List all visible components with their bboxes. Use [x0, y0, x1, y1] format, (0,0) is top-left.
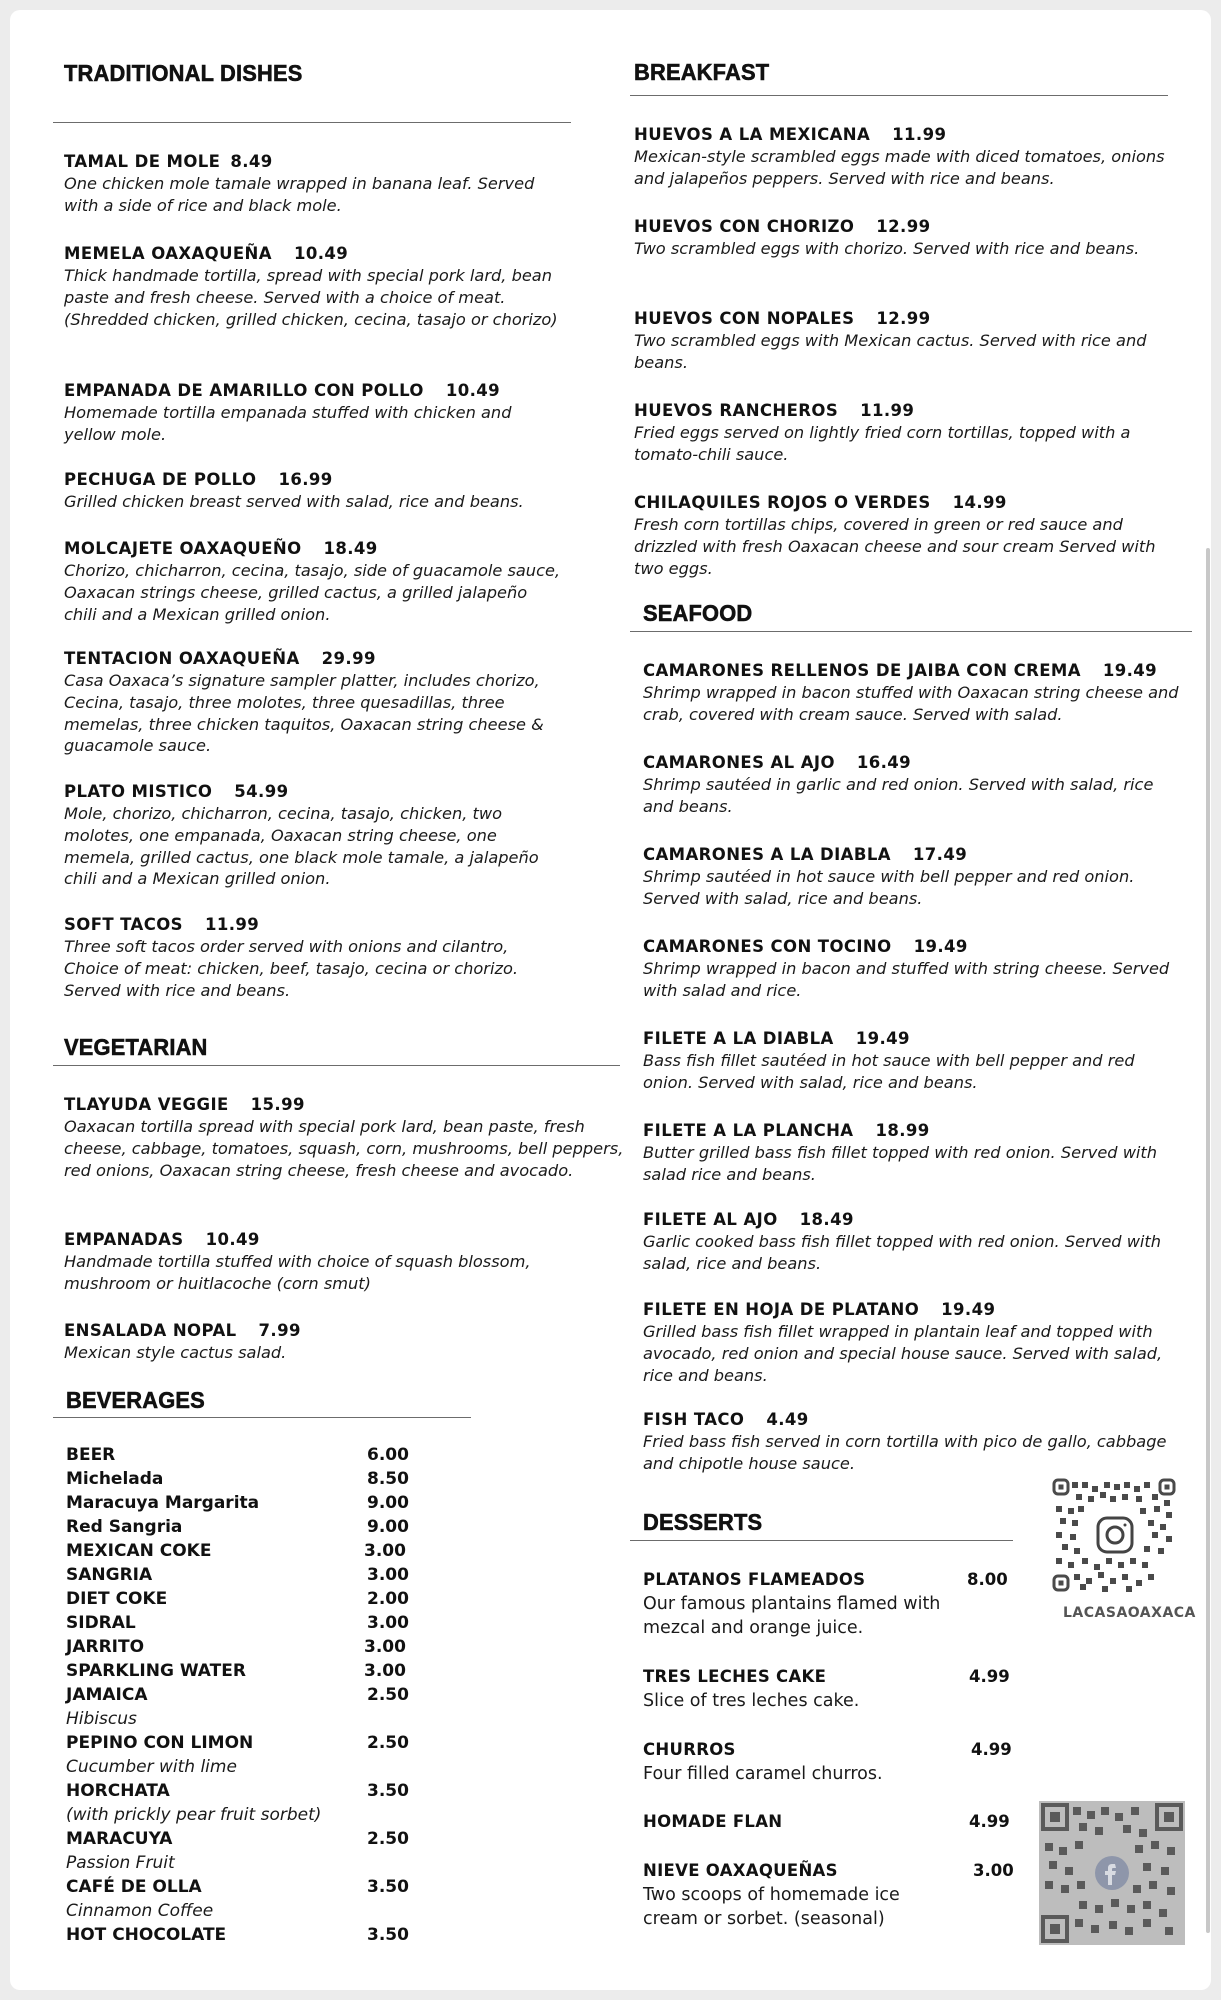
beverage-note: Passion Fruit: [66, 1853, 175, 1873]
beverage-name: PEPINO CON LIMON: [66, 1733, 254, 1753]
menu-item-huevos-con-chorizo: [634, 216, 1174, 260]
item-description: Chorizo, chicharron, cecina, tasajo, side of guacamole sauce, Oaxacan strings cheese, grilled cactus, a grilled jalapeño chili and a Mexican grilled onion.: [64, 561, 561, 624]
item-price: 10.49: [445, 381, 501, 400]
vegetarian-title: VEGETARIAN: [64, 1034, 208, 1060]
scrollbar[interactable]: [1206, 548, 1210, 1933]
seafood-rule: [630, 631, 1192, 632]
item-price: 18.49: [799, 1210, 854, 1229]
item-price: 4.49: [766, 1410, 809, 1429]
item-description: Butter grilled bass fish fillet topped with red onion. Served with salad rice and beans.: [643, 1143, 1158, 1184]
dessert-price: 8.00: [967, 1570, 1008, 1589]
item-name: HUEVOS CON NOPALES: [634, 309, 855, 328]
menu-item-ensalada-nopal: [64, 1320, 584, 1364]
item-price: 10.49: [205, 1230, 260, 1249]
item-name: CAMARONES RELLENOS DE JAIBA CON CREMA: [643, 661, 1081, 680]
menu-item-soft-tacos: [64, 914, 564, 1001]
item-description: Thick handmade tortilla, spread with special pork lard, bean paste and fresh cheese. Served with a choice of meat. (Shredded chicken, grilled chicken, cecina, tasajo or chorizo): [64, 266, 558, 329]
beverage-price: 3.50: [367, 1781, 409, 1801]
instagram-qr-code[interactable]: [1052, 1478, 1178, 1594]
item-description: Fried eggs served on lightly fried corn tortillas, topped with a tomato-chili sauce.: [634, 423, 1131, 464]
beverage-price: 2.50: [367, 1829, 409, 1849]
beverages-rule: [53, 1417, 471, 1418]
beverage-name: DIET COKE: [66, 1589, 168, 1609]
item-name: CAMARONES AL AJO: [643, 753, 835, 772]
item-price: 14.99: [952, 493, 1007, 512]
item-description: Casa Oaxaca’s signature sampler platter, includes chorizo, Cecina, tasajo, three molotes, three quesadillas, three memelas, three chicken taquitos, Oaxacan string cheese & guacamole sauce.: [64, 671, 544, 756]
beverage-note: Hibiscus: [66, 1709, 137, 1729]
beverage-price: 2.50: [367, 1685, 409, 1705]
menu-item-empanadas: [64, 1229, 584, 1295]
item-description: Garlic cooked bass fish fillet topped with red onion. Served with salad, rice and beans.: [643, 1232, 1162, 1273]
item-price: 11.99: [860, 401, 915, 420]
beverage-name: Red Sangria: [66, 1517, 183, 1537]
menu-item-chilaquiles: [634, 492, 1174, 579]
item-description: Homemade tortilla empanada stuffed with chicken and yellow mole.: [64, 403, 512, 444]
beverage-note: (with prickly pear fruit sorbet): [66, 1805, 322, 1825]
item-name: MEMELA OAXAQUEÑA: [64, 244, 272, 263]
item-description: Mole, chorizo, chicharron, cecina, tasajo, chicken, two molotes, one empanada, Oaxacan string cheese, one memela, grilled cactus, one black mole tamale, a jalapeño chili and a Mexican grilled onion.: [64, 804, 539, 889]
item-price: 10.49: [293, 244, 349, 263]
instagram-icon: [1098, 1518, 1132, 1552]
item-description: Two scrambled eggs with chorizo. Served with rice and beans.: [634, 239, 1140, 258]
item-description: Shrimp wrapped in bacon and stuffed with string cheese. Served with salad and rice.: [643, 959, 1170, 1000]
dessert-name: TRES LECHES CAKE: [643, 1667, 827, 1686]
menu-item-huevos-con-nopales: [634, 308, 1174, 374]
dessert-price: 4.99: [971, 1740, 1012, 1759]
item-price: 12.99: [876, 217, 931, 236]
beverage-price: 8.50: [367, 1469, 409, 1489]
item-price: 16.99: [278, 470, 333, 489]
item-name: TLAYUDA VEGGIE: [64, 1095, 229, 1114]
beverage-price: 3.50: [367, 1925, 409, 1945]
menu-item-camarones-con-tocino: [643, 936, 1188, 1002]
beverages-title: BEVERAGES: [66, 1387, 205, 1413]
item-name: FILETE A LA PLANCHA: [643, 1121, 854, 1140]
beverage-name: CAFÉ DE OLLA: [66, 1877, 202, 1897]
menu-item-huevos-a-la-mexicana: [634, 124, 1174, 190]
menu-item-camarones-rellenos: [643, 660, 1188, 726]
item-price: 19.49: [1102, 661, 1158, 680]
beverage-price: 3.00: [364, 1661, 406, 1681]
item-name: FISH TACO: [643, 1410, 745, 1429]
dessert-price: 4.99: [969, 1812, 1010, 1831]
item-price: 8.49: [230, 152, 273, 171]
item-name: HUEVOS A LA MEXICANA: [634, 125, 871, 144]
item-name: HUEVOS RANCHEROS: [634, 401, 839, 420]
seafood-title: SEAFOOD: [643, 600, 753, 626]
item-name: EMPANADA DE AMARILLO CON POLLO: [64, 381, 424, 400]
menu-item-tentacion-oaxaquena: [64, 648, 564, 757]
dessert-name: CHURROS: [643, 1740, 736, 1759]
item-description: Oaxacan tortilla spread with special pork lard, bean paste, fresh cheese, cabbage, tomatoes, squash, corn, mushrooms, bell peppers, red onions, Oaxacan string cheese, fresh cheese and avocado.: [64, 1117, 624, 1180]
dessert-description: Two scoops of homemade ice cream or sorbet. (seasonal): [643, 1885, 900, 1929]
beverage-note: Cucumber with lime: [66, 1757, 237, 1777]
beverage-price: 3.00: [367, 1613, 409, 1633]
beverage-price: 3.00: [367, 1565, 409, 1585]
item-price: 19.49: [941, 1300, 996, 1319]
dessert-price: 3.00: [973, 1861, 1014, 1880]
menu-item-tlayuda-veggie: [64, 1094, 626, 1181]
traditional-title: TRADITIONAL DISHES: [64, 60, 303, 86]
item-name: MOLCAJETE OAXAQUEÑO: [64, 539, 302, 558]
beverage-name: JAMAICA: [66, 1685, 148, 1705]
item-price: 7.99: [258, 1321, 301, 1340]
item-price: 11.99: [892, 125, 947, 144]
beverage-name: MARACUYA: [66, 1829, 173, 1849]
item-price: 18.49: [323, 539, 378, 558]
beverage-name: HORCHATA: [66, 1781, 170, 1801]
item-name: PECHUGA DE POLLO: [64, 470, 257, 489]
menu-item-fish-taco: [643, 1409, 1198, 1475]
beverage-price: 9.00: [367, 1517, 409, 1537]
beverage-name: HOT CHOCOLATE: [66, 1925, 227, 1945]
item-description: Shrimp wrapped in bacon stuffed with Oaxacan string cheese and crab, covered with cream sauce. Served with salad.: [643, 683, 1179, 724]
item-price: 29.99: [321, 649, 376, 668]
item-price: 12.99: [876, 309, 931, 328]
beverage-price: 3.00: [364, 1541, 406, 1561]
dessert-description: Our famous plantains flamed with mezcal and orange juice.: [643, 1594, 941, 1638]
item-description: Mexican-style scrambled eggs made with diced tomatoes, onions and jalapeños peppers. Served with rice and beans.: [634, 147, 1165, 188]
facebook-icon: [1095, 1856, 1129, 1890]
menu-item-filete-en-hoja-de-platano: [643, 1299, 1188, 1386]
item-description: One chicken mole tamale wrapped in banana leaf. Served with a side of rice and black mole.: [64, 174, 535, 215]
instagram-handle: LACASAOAXACA: [1063, 1605, 1196, 1621]
item-price: 19.49: [913, 937, 968, 956]
dessert-name: PLATANOS FLAMEADOS: [643, 1570, 866, 1589]
dessert-description: Four filled caramel churros.: [643, 1764, 883, 1784]
beverage-name: SIDRAL: [66, 1613, 136, 1633]
item-price: 15.99: [250, 1095, 305, 1114]
menu-item-empanada-de-amarillo: [64, 380, 564, 446]
menu-item-camarones-a-la-diabla: [643, 844, 1188, 910]
beverage-name: BEER: [66, 1445, 116, 1465]
item-description: Fresh corn tortillas chips, covered in green or red sauce and drizzled with fresh Oaxacan cheese and sour cream Served with two eggs.: [634, 515, 1156, 578]
item-name: FILETE A LA DIABLA: [643, 1029, 834, 1048]
item-description: Bass fish fillet sautéed in hot sauce with bell pepper and red onion. Served with salad, rice and beans.: [643, 1051, 1135, 1092]
item-name: ENSALADA NOPAL: [64, 1321, 237, 1340]
beverage-name: SANGRIA: [66, 1565, 153, 1585]
item-price: 17.49: [912, 845, 968, 864]
item-price: 16.49: [856, 753, 912, 772]
item-description: Handmade tortilla stuffed with choice of squash blossom, mushroom or huitlacoche (corn smut): [64, 1252, 531, 1293]
item-name: SOFT TACOS: [64, 915, 183, 934]
beverage-price: 9.00: [367, 1493, 409, 1513]
item-description: Grilled chicken breast served with salad, rice and beans.: [64, 492, 524, 511]
item-description: Mexican style cactus salad.: [64, 1343, 287, 1362]
item-name: FILETE EN HOJA DE PLATANO: [643, 1300, 920, 1319]
item-name: HUEVOS CON CHORIZO: [634, 217, 855, 236]
menu-item-filete-a-la-plancha: [643, 1120, 1188, 1186]
menu-item-filete-al-ajo: [643, 1209, 1188, 1275]
beverage-name: JARRITO: [66, 1637, 145, 1657]
desserts-rule: [630, 1540, 1013, 1541]
menu-item-pechuga-de-pollo: [64, 469, 564, 513]
menu-item-camarones-al-ajo: [643, 752, 1188, 818]
beverage-price: 3.50: [367, 1877, 409, 1897]
menu-item-tamal-de-mole: [64, 151, 564, 217]
beverage-name: SPARKLING WATER: [66, 1661, 246, 1681]
beverage-price: 2.00: [367, 1589, 409, 1609]
item-description: Fried bass fish served in corn tortilla with pico de gallo, cabbage and chipotle house sauce.: [643, 1432, 1167, 1473]
desserts-title: DESSERTS: [643, 1509, 763, 1535]
item-name: PLATO MISTICO: [64, 782, 213, 801]
item-description: Shrimp sautéed in garlic and red onion. Served with salad, rice and beans.: [643, 775, 1154, 816]
item-price: 19.49: [855, 1029, 910, 1048]
menu-item-huevos-rancheros: [634, 400, 1174, 466]
beverage-price: 2.50: [367, 1733, 409, 1753]
beverage-name: Michelada: [66, 1469, 164, 1489]
item-name: CAMARONES A LA DIABLA: [643, 845, 891, 864]
item-price: 54.99: [234, 782, 289, 801]
beverage-note: Cinnamon Coffee: [66, 1901, 214, 1921]
item-name: FILETE AL AJO: [643, 1210, 778, 1229]
dessert-name: NIEVE OAXAQUEÑAS: [643, 1861, 838, 1880]
dessert-name: HOMADE FLAN: [643, 1812, 783, 1831]
beverage-price: 3.00: [364, 1637, 406, 1657]
item-name: TENTACION OAXAQUEÑA: [64, 649, 300, 668]
item-name: CAMARONES CON TOCINO: [643, 937, 892, 956]
item-name: TAMAL DE MOLE: [64, 152, 221, 171]
item-description: Grilled bass fish fillet wrapped in plantain leaf and topped with avocado, red onion and special house sauce. Served with salad, rice and beans.: [643, 1322, 1163, 1385]
beverage-name: MEXICAN COKE: [66, 1541, 212, 1561]
traditional-rule: [53, 122, 571, 123]
item-description: Shrimp sautéed in hot sauce with bell pepper and red onion. Served with salad, rice and beans.: [643, 867, 1135, 908]
item-description: Two scrambled eggs with Mexican cactus. Served with rice and beans.: [634, 331, 1147, 372]
item-price: 18.99: [875, 1121, 930, 1140]
menu-item-memela-oaxaquena: [64, 243, 564, 330]
item-name: EMPANADAS: [64, 1230, 184, 1249]
vegetarian-rule: [53, 1065, 620, 1066]
menu-item-molcajete-oaxaqueno: [64, 538, 564, 625]
menu-item-plato-mistico: [64, 781, 564, 890]
beverage-name: Maracuya Margarita: [66, 1493, 260, 1513]
dessert-price: 4.99: [969, 1667, 1010, 1686]
beverage-price: 6.00: [367, 1445, 409, 1465]
item-price: 11.99: [204, 915, 260, 934]
item-description: Three soft tacos order served with onions and cilantro, Choice of meat: chicken, beef, tasajo, cecina or chorizo. Served with rice and beans.: [64, 937, 519, 1000]
item-name: CHILAQUILES ROJOS O VERDES: [634, 493, 931, 512]
breakfast-rule: [630, 95, 1168, 96]
dessert-description: Slice of tres leches cake.: [643, 1691, 860, 1711]
menu-item-filete-a-la-diabla: [643, 1028, 1188, 1094]
facebook-qr-code[interactable]: [1039, 1801, 1185, 1945]
breakfast-title: BREAKFAST: [634, 59, 770, 85]
